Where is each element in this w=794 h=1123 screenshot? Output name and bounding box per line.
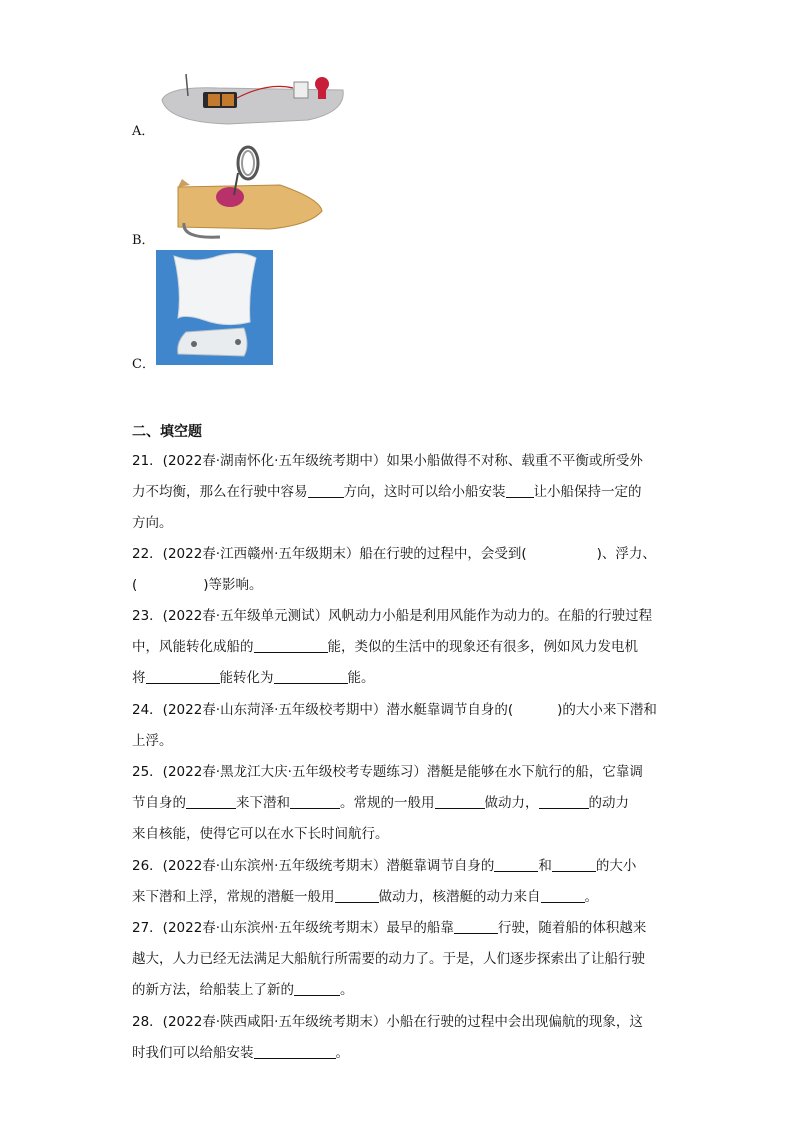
answer-blank[interactable] [308,483,344,498]
answer-blank[interactable] [274,669,348,684]
question-25: 25．(2022春·黑龙江大庆·五年级校考专题练习）潜艇是能够在水下航行的船，它靠调 节自身的 来下潜和 。常规的一般用 做动力， 的动力 来自核能，使得它可以在水下长时间航行。 [132,764,643,842]
answer-blank[interactable] [435,794,485,809]
question-24: 24．(2022春·山东菏泽·五年级校考期中）潜水艇靠调节自身的( )的大小来下潜和 上浮。 [132,702,657,749]
option-c-label: C． [132,357,155,372]
question-27: 27．(2022春·山东滨州·五年级统考期末）最早的船靠 行驶，随着船的体积越来 越大，人力已经无法满足大船航行所需要的动力了。于是，人们逐步探索出了让船行驶 的新方法，给船装上了新的 。 [132,920,647,998]
question-21: 21．(2022春·湖南怀化·五年级统考期中）如果小船做得不对称、载重不平衡或所受外 力不均衡，那么在行驶中容易 方向，这时可以给小船安装 让小船保持一定的 方向。 [132,453,643,531]
answer-blank[interactable] [254,638,328,653]
answer-blank[interactable] [146,669,220,684]
answer-blank[interactable] [294,981,340,996]
answer-blank[interactable] [494,857,538,872]
sail-boat-image [156,250,273,365]
answer-blank[interactable] [290,794,340,809]
option-b-label: B． [132,233,155,248]
answer-blank[interactable] [186,794,236,809]
answer-blank[interactable] [552,857,596,872]
rubber-band-paddle-boat-image [160,145,330,241]
answer-blank[interactable] [454,919,498,934]
question-22: 22．(2022春·江西赣州·五年级期末）船在行驶的过程中，会受到( )、浮力、 ( )等影响。 [132,546,656,593]
answer-blank[interactable] [541,888,585,903]
question-26: 26．(2022春·山东滨州·五年级统考期末）潜艇靠调节自身的 和 的大小 来下潜和上浮，常规的潜艇一般用 做动力，核潜艇的动力来自 。 [132,858,637,905]
question-23: 23．(2022春·五年级单元测试）风帆动力小船是利用风能作为动力的。在船的行驶过程 中，风能转化成船的 能，类似的生活中的现象还有很多，例如风力发电机 将 能转化为 能。 [132,608,653,686]
answer-blank[interactable] [506,483,534,498]
option-a-label: A． [132,124,155,139]
answer-blank[interactable] [539,794,589,809]
answer-blank[interactable] [335,888,379,903]
question-28: 28．(2022春·陕西咸阳·五年级统考期末）小船在行驶的过程中会出现偏航的现象，这 时我们可以给船安装 。 [132,1014,643,1061]
section-title: 二、填空题 [132,424,202,440]
answer-blank[interactable] [254,1044,336,1059]
electric-motor-boat-image [158,72,348,134]
